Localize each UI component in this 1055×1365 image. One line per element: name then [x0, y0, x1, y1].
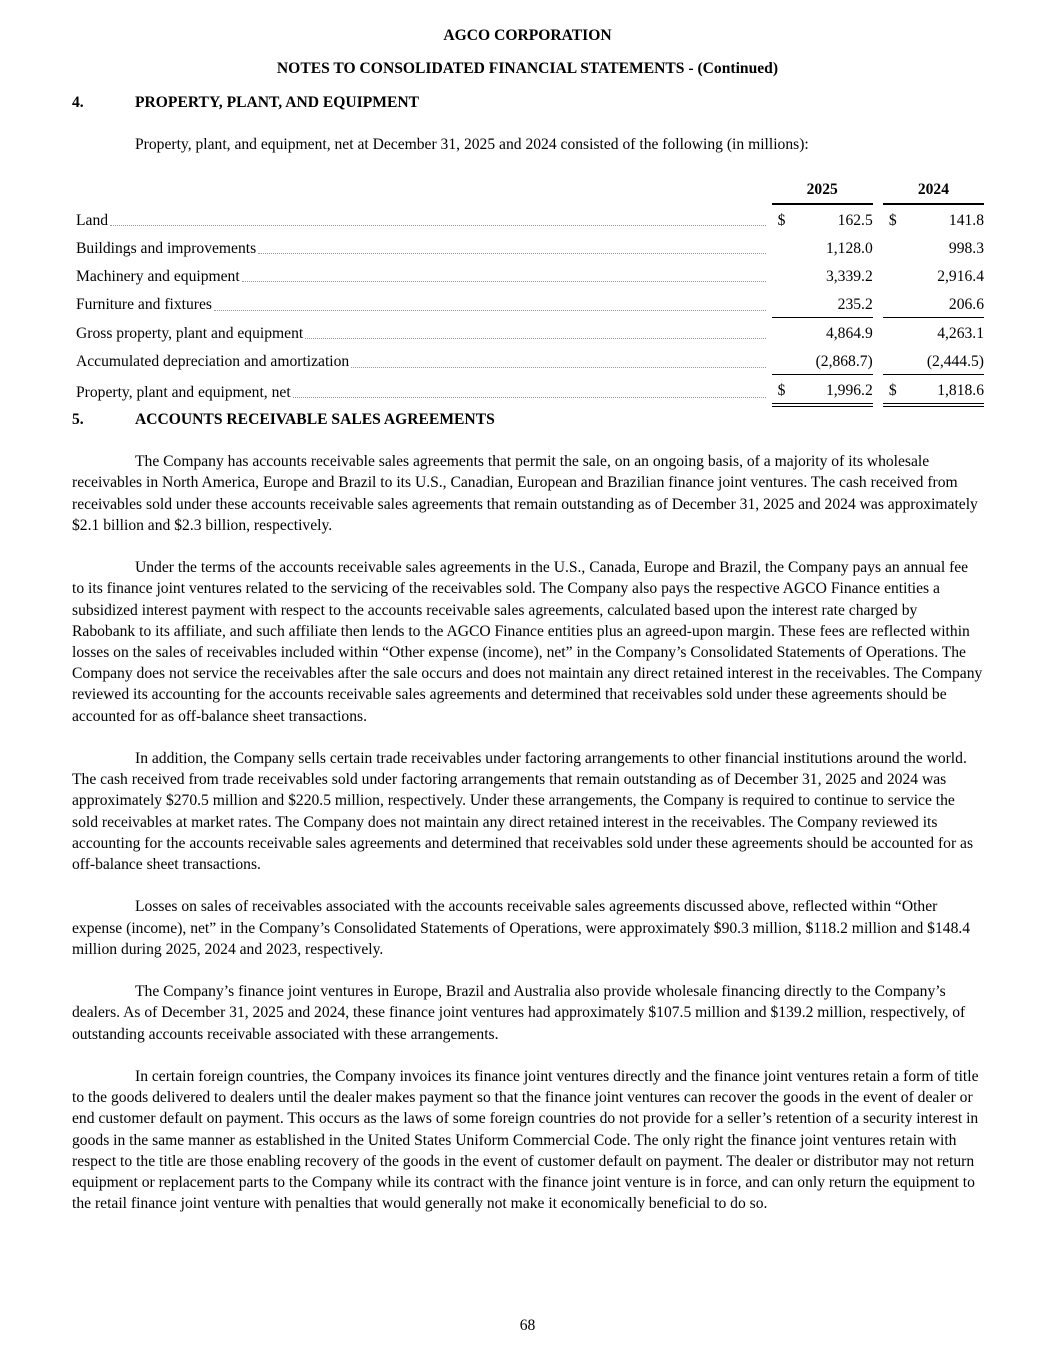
currency-symbol: $	[772, 375, 794, 406]
table-row	[72, 346, 984, 375]
currency-symbol	[772, 233, 794, 261]
paragraph: In certain foreign countries, the Company invoices its finance joint ventures directly and the finance joint ventures retain a form of title to the goods delivered to dealers until the dealer makes payment so that the finance joint ventures can recover the goods in the event of dealer or end customer default on payment. This occurs as the laws of some foreign countries do not provide for a seller’s retention of a security interest in goods in the same manner as established in the United States Uniform Commercial Code. The only right the finance joint ventures retain with respect to the title are those enabling recovery of the goods in the event of customer default on payment. The dealer or distributor may not return equipment or replacement parts to the Company while its contract with the finance joint venture is in force, and can only return the equipment to the retail finance joint venture with penalties that would generally not make it economically beneficial to do so.	[72, 1068, 979, 1213]
table-row	[72, 204, 984, 233]
currency-symbol	[883, 233, 905, 261]
column-header: 2024	[883, 176, 984, 204]
row-label: Machinery and equipment	[76, 267, 240, 285]
value-2024: 2,916.4	[937, 267, 984, 285]
table-row	[72, 318, 984, 347]
value-2024: 206.6	[948, 295, 984, 313]
currency-symbol	[883, 289, 905, 318]
row-label: Furniture and fixtures	[76, 296, 212, 314]
value-2024: 141.8	[948, 211, 984, 229]
value-2025: (2,868.7)	[815, 352, 873, 370]
section-number: 4.	[72, 94, 84, 111]
table-row	[72, 289, 984, 318]
currency-symbol	[772, 318, 794, 347]
row-label: Property, plant and equipment, net	[76, 383, 291, 401]
currency-symbol	[883, 346, 905, 375]
table-header-row	[72, 176, 984, 204]
column-header: 2025	[772, 176, 873, 204]
page-number: 68	[519, 1317, 536, 1334]
value-2025: 1,996.2	[794, 375, 873, 406]
value-2025: 162.5	[837, 211, 873, 229]
leader-dots	[293, 396, 766, 398]
currency-symbol	[772, 261, 794, 289]
currency-symbol	[883, 318, 905, 347]
leader-dots	[214, 309, 766, 311]
row-label: Gross property, plant and equipment	[76, 324, 304, 342]
currency-symbol: $	[888, 211, 897, 229]
row-label: Accumulated depreciation and amortization	[76, 353, 350, 371]
document-subtitle: NOTES TO CONSOLIDATED FINANCIAL STATEMENTS - (Continued)	[276, 60, 779, 77]
leader-dots	[110, 224, 766, 226]
table-row	[72, 233, 984, 261]
paragraph: The Company’s finance joint ventures in Europe, Brazil and Australia also provide wholesale financing directly to the Company’s dealers. As of December 31, 2025 and 2024, these finance joint ventures had approximately $107.5 million and $139.2 million, respectively, of outstanding accounts receivable associated with these arrangements.	[72, 983, 966, 1043]
paragraph: In addition, the Company sells certain trade receivables under factoring arrangements to other financial institutions around the world. The cash received from trade receivables sold under factoring arrangements that remain outstanding as of December 31, 2025 and 2024 was approximately $270.5 million and $220.5 million, respectively. Under these arrangements, the Company is required to continue to service the sold receivables at market rates. The Company does not maintain any direct retained interest in the receivables. The Company reviewed its accounting for the accounts receivable sales agreements and determined that receivables sold under these agreements should be accounted for as off-balance sheet transactions.	[72, 750, 974, 874]
leader-dots	[305, 337, 765, 339]
currency-symbol	[772, 346, 794, 375]
section-4-heading	[72, 92, 419, 113]
currency-symbol	[772, 289, 794, 318]
section-5	[72, 411, 984, 1236]
currency-symbol	[883, 261, 905, 289]
section-5-heading	[72, 409, 984, 430]
section-title: PROPERTY, PLANT, AND EQUIPMENT	[135, 94, 420, 111]
ppe-table	[72, 176, 984, 407]
paragraph: The Company has accounts receivable sales agreements that permit the sale, on an ongoing basis, of a majority of its wholesale receivables in North America, Europe and Brazil to its U.S., Canadian, European and Brazilian finance joint ventures. The cash received from receivables sold under these accounts receivable sales agreements that remain outstanding as of December 31, 2025 and 2024 was approximately $2.1 billion and $2.3 billion, respectively.	[72, 453, 978, 534]
table-row	[72, 261, 984, 289]
leader-dots	[258, 252, 765, 254]
value-2025: 235.2	[837, 295, 873, 313]
leader-dots	[351, 366, 765, 368]
value-2024: (2,444.5)	[926, 352, 984, 370]
company-name: AGCO CORPORATION	[443, 27, 612, 44]
value-2024: 4,263.1	[905, 318, 984, 347]
value-2025: 3,339.2	[825, 267, 873, 285]
currency-symbol: $	[883, 375, 905, 406]
section-title: ACCOUNTS RECEIVABLE SALES AGREEMENTS	[135, 411, 495, 428]
table-row	[72, 375, 984, 406]
row-label: Land	[76, 211, 109, 229]
value-2025: 1,128.0	[825, 239, 873, 257]
leader-dots	[242, 280, 766, 282]
currency-symbol: $	[777, 211, 786, 229]
paragraph: Losses on sales of receivables associated with the accounts receivable sales agreements discussed above, reflected within “Other expense (income), net” in the Company’s Consolidated Statements of Operations, were approximately $90.3 million, $118.2 million and $148.4 million during 2025, 2024 and 2023, respectively.	[72, 898, 971, 958]
paragraph: Under the terms of the accounts receivable sales agreements in the U.S., Canada, Europe and Brazil, the Company pays an annual fee to its finance joint ventures related to the servicing of the receivables sold. The Company also pays the respective AGCO Finance entities a subsidized interest payment with respect to the accounts receivable sales agreements, calculated based upon the interest rate charged by Rabobank to its affiliate, and such affiliate then lends to the AGCO Finance entities plus an agreed-upon margin. These fees are reflected within losses on the sales of receivables included within “Other expense (income), net” in the Company’s Consolidated Statements of Operations. The Company does not service the receivables after the sale occurs and does not maintain any direct retained interest in the receivables. The Company reviewed its accounting for the accounts receivable sales agreements and determined that receivables sold under these agreements should be accounted for as off-balance sheet transactions.	[72, 559, 983, 725]
value-2024: 1,818.6	[905, 375, 984, 406]
value-2024: 998.3	[948, 239, 984, 257]
section-4-intro: Property, plant, and equipment, net at December 31, 2025 and 2024 consisted of the following (in millions):	[135, 136, 809, 153]
value-2025: 4,864.9	[794, 318, 873, 347]
row-label: Buildings and improvements	[76, 239, 257, 257]
section-number: 5.	[72, 411, 84, 428]
